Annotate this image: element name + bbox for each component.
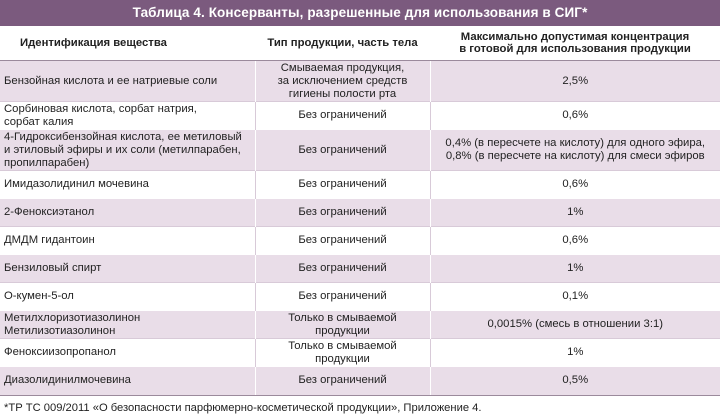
table-row xyxy=(0,227,720,255)
cell-substance-line: 4-Гидроксибензойная кислота, ее метиловый xyxy=(4,130,242,143)
cell-concentration-line: 1% xyxy=(567,262,584,274)
cell-concentration-line: 0,8% (в пересчете на кислоту) для смеси эфиров xyxy=(445,150,705,162)
cell-concentration xyxy=(430,102,720,130)
table-row xyxy=(0,102,720,130)
cell-concentration-line: 1% xyxy=(567,346,584,358)
table-header-row xyxy=(0,26,720,61)
cell-concentration xyxy=(430,255,720,283)
cell-substance-line: Феноксиизопропанол xyxy=(4,346,117,358)
table-row xyxy=(0,171,720,199)
cell-substance-line: 2-Феноксиэтанол xyxy=(4,206,95,218)
cell-product-type xyxy=(255,130,430,171)
cell-product-type-line: Без ограничений xyxy=(298,262,387,274)
cell-concentration xyxy=(430,227,720,255)
cell-substance-line: Сорбиновая кислота, сорбат натрия, xyxy=(4,102,197,115)
cell-concentration xyxy=(430,367,720,395)
cell-substance-line: Метилизотиазолинон xyxy=(4,324,116,337)
cell-product-type xyxy=(255,61,430,102)
table-row xyxy=(0,199,720,227)
table-row xyxy=(0,311,720,339)
header-concentration-line2: в готовой для использования продукции xyxy=(459,43,691,55)
header-product-type: Тип продукции, часть тела xyxy=(255,26,430,61)
cell-substance-line: пропилпарабен) xyxy=(4,156,90,169)
table-row xyxy=(0,255,720,283)
cell-product-type-line: гигиены полости рта xyxy=(288,87,397,100)
cell-product-type-line: Только в смываемой продукции xyxy=(288,339,397,365)
cell-substance xyxy=(0,102,255,130)
preservatives-table xyxy=(0,26,720,395)
table-title: Таблица 4. Консерванты, разрешенные для использования в СИГ* xyxy=(0,0,720,26)
cell-product-type-line: за исключением средств xyxy=(277,74,408,87)
cell-product-type xyxy=(255,283,430,311)
cell-substance xyxy=(0,367,255,395)
header-max-concentration xyxy=(430,26,720,61)
cell-substance xyxy=(0,311,255,339)
cell-substance xyxy=(0,227,255,255)
cell-substance-line: и этиловый эфиры и их соли (метилпарабен, xyxy=(4,143,241,156)
cell-substance xyxy=(0,130,255,171)
cell-product-type xyxy=(255,367,430,395)
cell-substance-line: Метилхлоризотиазолинон xyxy=(4,311,141,324)
cell-substance xyxy=(0,61,255,102)
header-concentration-line1: Максимально допустимая концентрация xyxy=(460,31,690,43)
cell-substance xyxy=(0,199,255,227)
cell-product-type-line: Без ограничений xyxy=(298,234,387,246)
cell-product-type-line: Смываемая продукция, xyxy=(280,61,405,74)
table-row xyxy=(0,367,720,395)
cell-product-type-line: Только в смываемой продукции xyxy=(288,311,397,337)
cell-product-type xyxy=(255,171,430,199)
footnote: *ТР ТС 009/2011 «О безопасности парфюмерно-косметической продукции», Приложение 4. xyxy=(4,401,482,414)
cell-concentration-line: 0,1% xyxy=(562,290,589,302)
cell-substance xyxy=(0,339,255,367)
cell-substance-line: Бензойная кислота и ее натриевые соли xyxy=(4,74,218,87)
cell-product-type xyxy=(255,199,430,227)
cell-concentration-line: 0,5% xyxy=(562,374,589,387)
cell-substance xyxy=(0,283,255,311)
cell-substance-line: Имидазолидинил мочевина xyxy=(4,178,149,190)
cell-substance-line: Диазолидинилмочевина xyxy=(4,374,131,387)
cell-product-type-line: Без ограничений xyxy=(298,109,387,121)
cell-product-type-line: Без ограничений xyxy=(298,374,387,387)
cell-product-type-line: Без ограничений xyxy=(298,143,387,156)
cell-concentration xyxy=(430,130,720,171)
cell-substance-line: Бензиловый спирт xyxy=(4,262,102,274)
cell-substance xyxy=(0,171,255,199)
cell-concentration xyxy=(430,61,720,102)
cell-concentration-line: 0,4% (в пересчете на кислоту) для одного эфира, xyxy=(445,137,706,149)
cell-product-type-line: Без ограничений xyxy=(298,206,387,218)
cell-concentration-line: 0,6% xyxy=(562,234,589,246)
table-row xyxy=(0,339,720,367)
table-row xyxy=(0,61,720,102)
cell-concentration xyxy=(430,311,720,339)
table-row xyxy=(0,283,720,311)
cell-product-type xyxy=(255,227,430,255)
cell-product-type xyxy=(255,311,430,339)
cell-substance-line: ДМДМ гидантоин xyxy=(4,234,95,246)
cell-product-type-line: Без ограничений xyxy=(298,178,387,190)
cell-concentration-line: 1% xyxy=(567,206,584,218)
cell-concentration-line: 0,0015% (смесь в отношении 3:1) xyxy=(487,318,664,330)
cell-concentration-line: 2,5% xyxy=(562,74,589,87)
cell-concentration xyxy=(430,199,720,227)
cell-substance xyxy=(0,255,255,283)
cell-concentration-line: 0,6% xyxy=(562,109,589,121)
cell-product-type xyxy=(255,255,430,283)
table-row xyxy=(0,130,720,171)
cell-product-type-line: Без ограничений xyxy=(298,290,387,302)
cell-product-type xyxy=(255,102,430,130)
cell-substance-line: сорбат калия xyxy=(4,115,74,128)
cell-product-type xyxy=(255,339,430,367)
cell-concentration xyxy=(430,283,720,311)
cell-substance-line: О-кумен-5-ол xyxy=(4,290,74,302)
cell-concentration xyxy=(430,171,720,199)
cell-concentration-line: 0,6% xyxy=(562,178,589,190)
cell-concentration xyxy=(430,339,720,367)
header-substance: Идентификация вещества xyxy=(0,26,255,61)
